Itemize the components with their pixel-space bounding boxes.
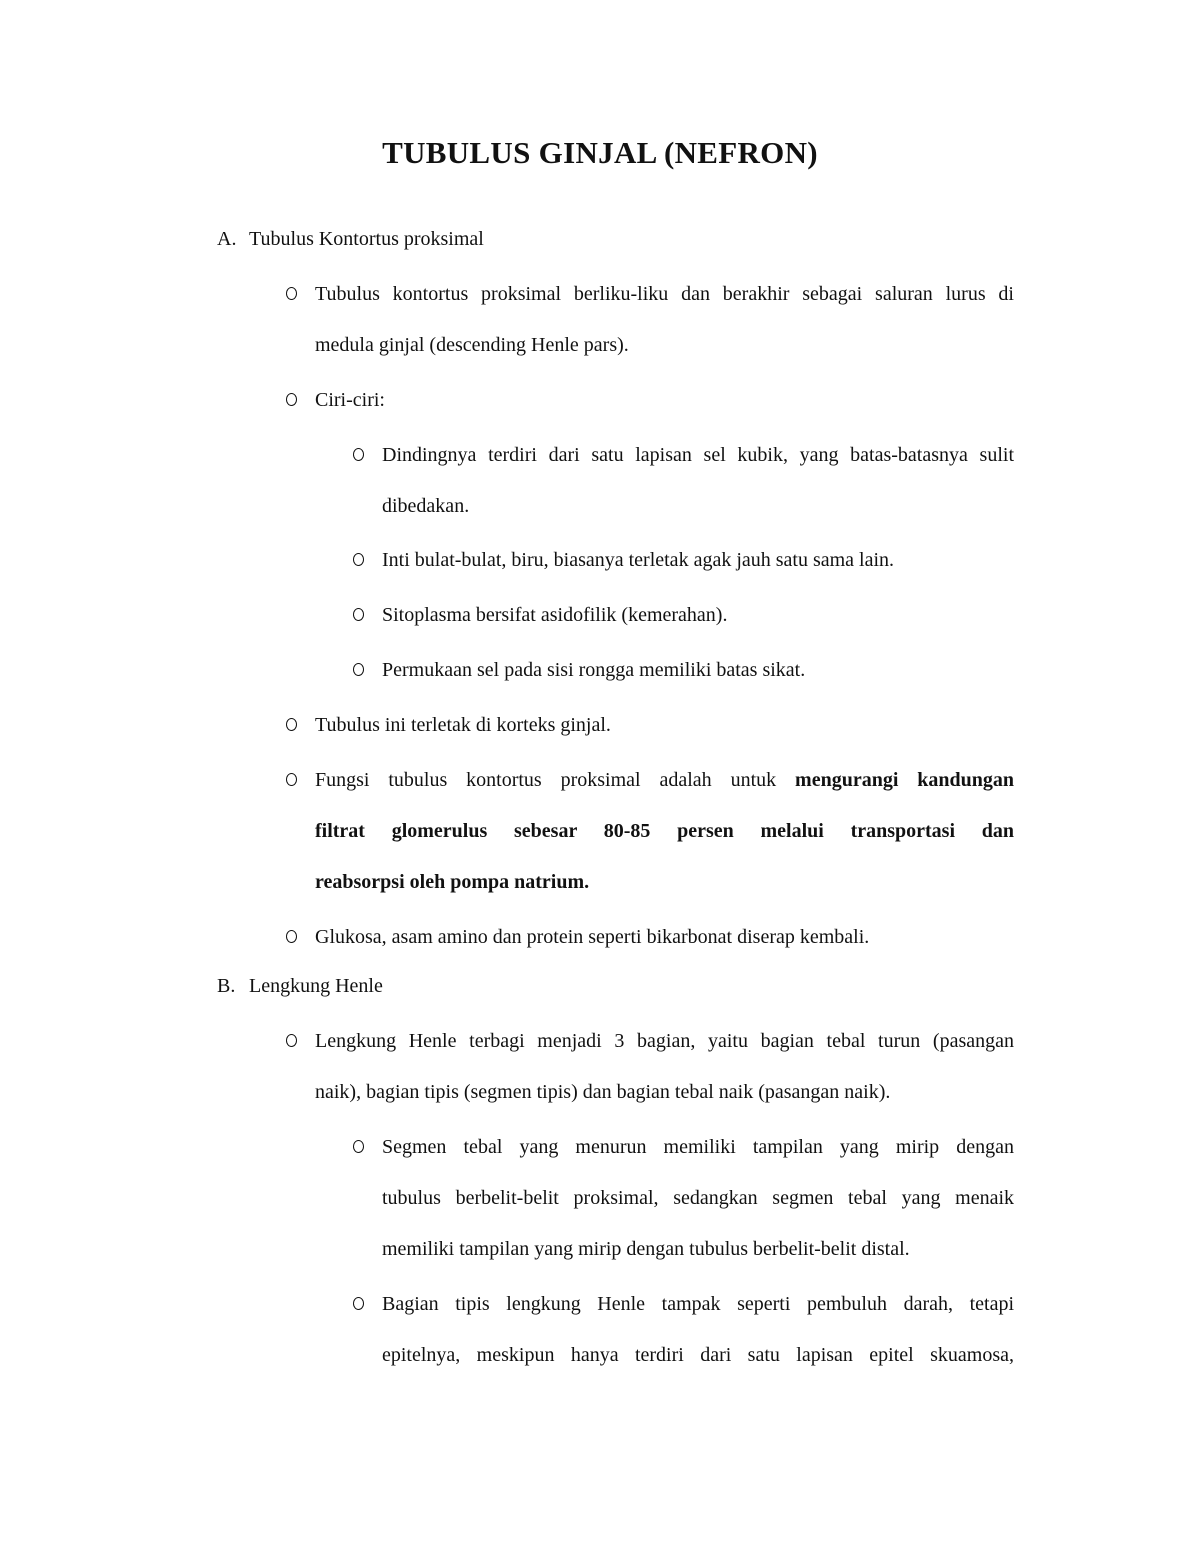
list-item-line: Tubulus kontortus proksimal berliku-liku dan berakhir sebagai saluran lurus di: [315, 283, 1014, 305]
bullet-circle-icon: [286, 718, 297, 731]
sub-list-item-line: tubulus berbelit-belit proksimal, sedangkan segmen tebal yang menaik: [382, 1187, 1014, 1209]
section-b-marker: B.: [217, 975, 236, 997]
sub-list-item-line: memiliki tampilan yang mirip dengan tubulus berbelit-belit distal.: [382, 1238, 910, 1260]
bullet-circle-icon: [286, 1034, 297, 1047]
bullet-circle-icon: [286, 393, 297, 406]
bold-text: reabsorpsi oleh pompa natrium.: [315, 871, 590, 893]
section-a-heading: Tubulus Kontortus proksimal: [249, 228, 484, 250]
sub-list-item-line: Sitoplasma bersifat asidofilik (kemerahan).: [382, 604, 728, 626]
bold-text: filtrat glomerulus sebesar 80-85 persen melalui transportasi dan: [315, 820, 1014, 842]
bullet-circle-icon: [353, 608, 364, 621]
sub-list-item-line: dibedakan.: [382, 495, 470, 517]
sub-list-item-line: Inti bulat-bulat, biru, biasanya terletak agak jauh satu sama lain.: [382, 549, 895, 571]
line-text: Fungsi tubulus kontortus proksimal adalah untuk: [315, 769, 796, 791]
section-b-heading: Lengkung Henle: [249, 975, 383, 997]
list-item-line: Ciri-ciri:: [315, 389, 385, 411]
bullet-circle-icon: [286, 930, 297, 943]
bold-text: mengurangi kandungan: [795, 769, 1015, 791]
list-item-line: [315, 768, 1014, 792]
list-item-line: Lengkung Henle terbagi menjadi 3 bagian, yaitu bagian tebal turun (pasangan: [315, 1030, 1014, 1052]
bullet-circle-icon: [286, 287, 297, 300]
sub-list-item-line: Bagian tipis lengkung Henle tampak seperti pembuluh darah, tetapi: [382, 1293, 1014, 1315]
list-item-line: [315, 819, 1014, 843]
bullet-circle-icon: [353, 1140, 364, 1153]
bullet-circle-icon: [286, 773, 297, 786]
list-item-line: Glukosa, asam amino dan protein seperti bikarbonat diserap kembali.: [315, 926, 870, 948]
bullet-circle-icon: [353, 1297, 364, 1310]
bullet-circle-icon: [353, 448, 364, 461]
sub-list-item-line: Dindingnya terdiri dari satu lapisan sel kubik, yang batas-batasnya sulit: [382, 444, 1014, 466]
sub-list-item-line: Segmen tebal yang menurun memiliki tampilan yang mirip dengan: [382, 1136, 1014, 1158]
list-item-line: naik), bagian tipis (segmen tipis) dan bagian tebal naik (pasangan naik).: [315, 1081, 891, 1103]
list-item-line: medula ginjal (descending Henle pars).: [315, 334, 629, 356]
sub-list-item-line: Permukaan sel pada sisi rongga memiliki batas sikat.: [382, 659, 806, 681]
section-a-marker: A.: [217, 228, 237, 250]
list-item-line: Tubulus ini terletak di korteks ginjal.: [315, 714, 611, 736]
list-item-line: [315, 870, 589, 894]
page-title: TUBULUS GINJAL (NEFRON): [382, 135, 818, 170]
bullet-circle-icon: [353, 553, 364, 566]
sub-list-item-line: epitelnya, meskipun hanya terdiri dari satu lapisan epitel skuamosa,: [382, 1344, 1014, 1366]
bullet-circle-icon: [353, 663, 364, 676]
